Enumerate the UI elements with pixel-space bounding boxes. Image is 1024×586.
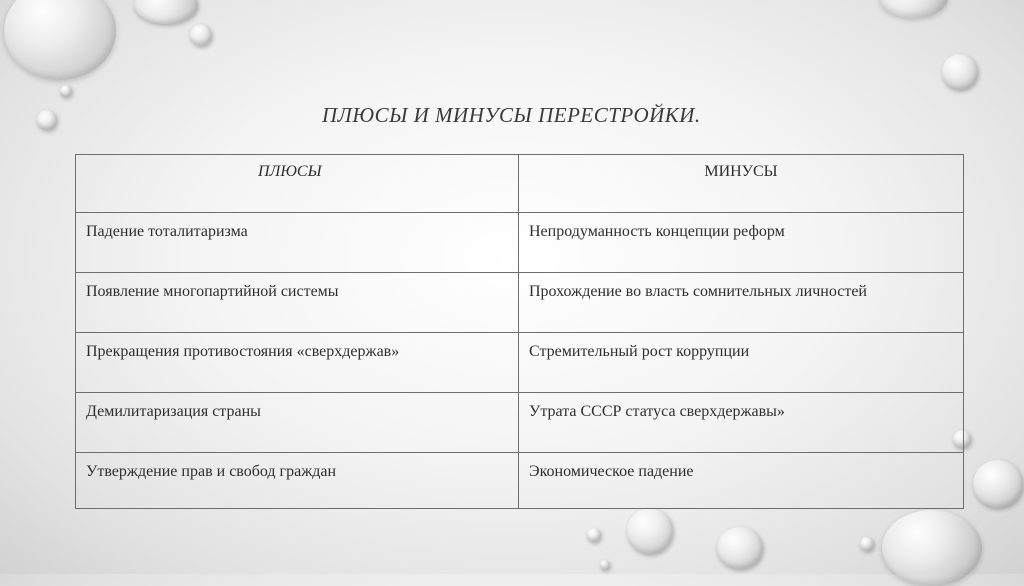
table-header-row [76,155,964,213]
con-cell: Прохождение во власть сомнительных личностей [519,273,964,333]
pro-cell: Утверждение прав и свобод граждан [76,453,519,509]
pro-cell: Появление многопартийной системы [76,273,519,333]
con-cell: Непродуманность концепции реформ [519,213,964,273]
water-droplet-decoration [600,560,610,570]
slide-title: ПЛЮСЫ И МИНУСЫ ПЕРЕСТРОЙКИ. [322,103,701,127]
pro-cell: Прекращения противостояния «сверхдержав» [76,333,519,393]
cons-column-header: МИНУСЫ [519,155,964,213]
pros-header-label: ПЛЮСЫ [258,163,322,180]
water-droplet-decoration [4,0,116,80]
water-droplet-decoration [880,0,948,18]
water-droplet-decoration [860,537,874,551]
pro-cell: Падение тоталитаризма [76,213,519,273]
water-droplet-decoration [973,460,1023,508]
water-droplet-decoration [882,510,982,586]
table-row [76,393,964,453]
con-cell: Стремительный рост коррупции [519,333,964,393]
pros-column-header [76,155,519,213]
water-droplet-decoration [587,528,601,542]
water-droplet-decoration [60,85,72,97]
water-droplet-decoration [717,527,763,569]
water-droplet-decoration [190,24,212,46]
table-row [76,273,964,333]
pro-cell: Демилитаризация страны [76,393,519,453]
water-droplet-decoration [134,0,198,24]
water-droplet-decoration [942,54,978,90]
con-cell: Утрата СССР статуса сверхдержавы» [519,393,964,453]
pros-cons-table [75,154,964,509]
table-row [76,213,964,273]
table-row [76,333,964,393]
con-cell: Экономическое падение [519,453,964,509]
water-droplet-decoration [627,508,673,554]
table-row [76,453,964,509]
water-droplet-decoration [37,110,57,130]
